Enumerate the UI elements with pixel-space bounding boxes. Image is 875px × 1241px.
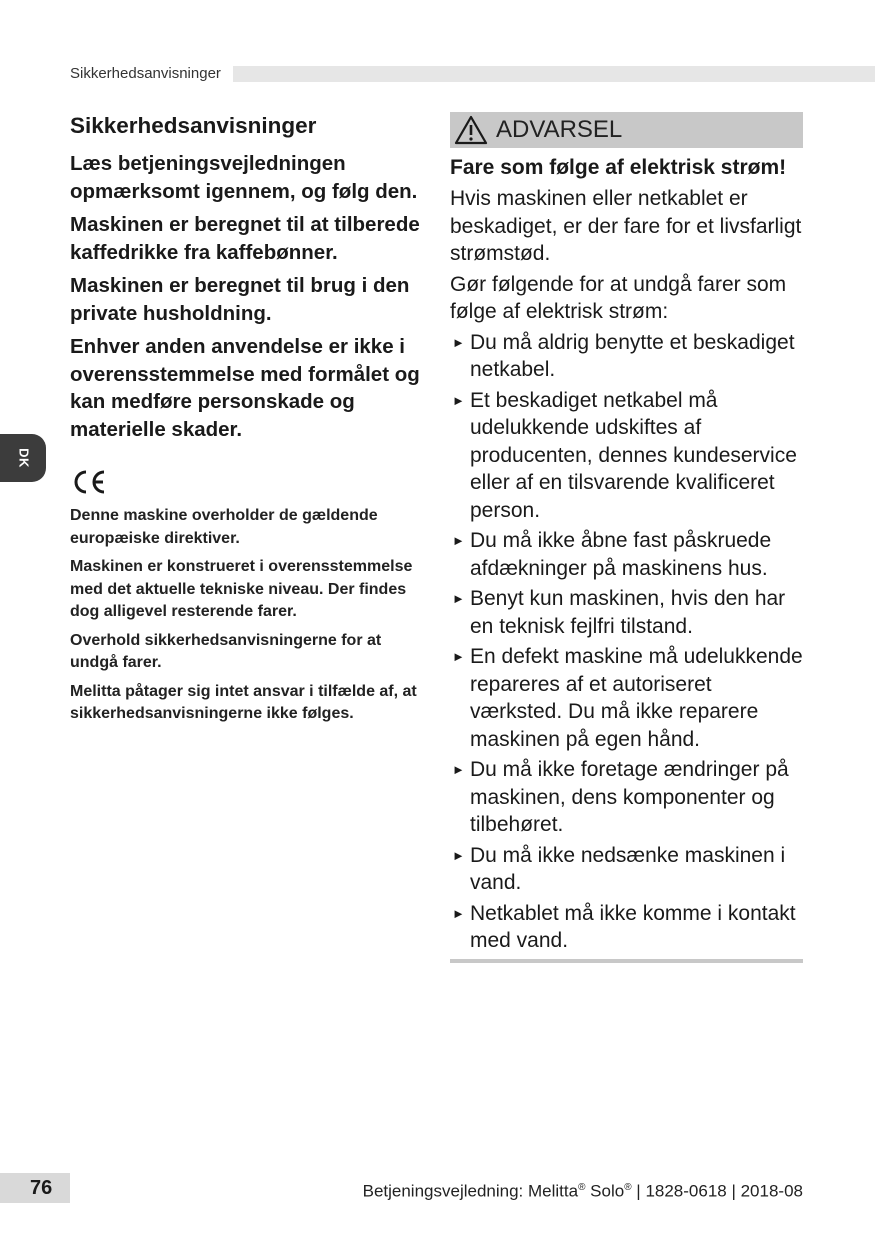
list-item: ► Du må ikke foretage ændringer på maskinen, dens komponenter og tilbehøret.: [452, 758, 789, 836]
bullet-arrow-icon: ►: [452, 905, 465, 921]
bullet-arrow-icon: ►: [452, 847, 465, 863]
ce-mark-icon: [70, 469, 108, 495]
warning-box: [450, 112, 803, 963]
list-item: ► Du må aldrig benytte et beskadiget netkabel.: [452, 330, 795, 381]
intro-paragraph-2: Maskinen er beregnet til at tilberede kaffedrikke fra kaffebønner.: [70, 213, 420, 264]
intro-paragraph-1: Læs betjeningsvejledningen opmærksomt igennem, og følg den.: [70, 152, 418, 203]
warning-subtitle: Fare som følge af elektrisk strøm!: [450, 156, 787, 179]
list-item: ► Benyt kun maskinen, hvis den har en teknisk fejlfri tilstand.: [452, 587, 786, 638]
warning-bullet-list: [450, 329, 803, 955]
warning-title: ADVARSEL: [496, 116, 623, 143]
intro-paragraph-3: Maskinen er beregnet til brug i den private husholdning.: [70, 274, 410, 325]
list-item: ► En defekt maskine må udelukkende repareres af et autoriseret værksted. Du må ikke reparere maskinen på egen hånd.: [452, 645, 803, 751]
warning-triangle-icon: [454, 115, 488, 145]
header-section-title: Sikkerhedsanvisninger: [0, 66, 233, 82]
warning-instruction: Gør følgende for at undgå farer som følge af elektrisk strøm:: [450, 272, 787, 323]
bullet-arrow-icon: ►: [452, 334, 465, 350]
list-item: ► Netkablet må ikke komme i kontakt med vand.: [452, 901, 796, 952]
warning-header: [450, 112, 803, 148]
warning-intro: Hvis maskinen eller netkablet er beskadiget, er der fare for et livsfarligt strømstød.: [450, 187, 802, 265]
compliance-paragraph-4: Melitta påtager sig intet ansvar i tilfælde af, at sikkerhedsanvisningerne ikke følges.: [70, 682, 417, 722]
footer-document-info: Betjeningsvejledning: Melitta® Solo® | 1828-0618 | 2018-08: [362, 1181, 803, 1201]
bullet-arrow-icon: ►: [452, 649, 465, 664]
list-item: ► Du må ikke nedsænke maskinen i vand.: [452, 843, 786, 894]
warning-bottom-rule: [450, 959, 803, 963]
bullet-arrow-icon: ►: [452, 762, 465, 777]
list-item: ► Et beskadiget netkabel må udelukkende udskiftes af producenten, dennes kundeservice eller af en tilsvarende kvalificeret person.: [452, 388, 797, 522]
compliance-paragraph-2: Maskinen er konstrueret i overensstemmelse med det aktuelle tekniske niveau. Der findes dog alligevel resterende farer.: [70, 558, 413, 620]
bullet-arrow-icon: ►: [452, 392, 465, 408]
section-title: Sikkerhedsanvisninger: [70, 113, 317, 138]
compliance-paragraph-3: Overhold sikkerhedsanvisningerne for at undgå farer.: [70, 631, 382, 671]
intro-paragraph-4: Enhver anden anvendelse er ikke i overensstemmelse med formålet og kan medføre personskade og materielle skader.: [70, 335, 420, 441]
language-tab-label: DK: [16, 448, 32, 468]
left-column: [70, 112, 420, 732]
header-bar: [0, 66, 875, 82]
language-tab: [0, 434, 46, 482]
page-number: 76: [0, 1173, 70, 1203]
compliance-paragraph-1: Denne maskine overholder de gældende europæiske direktiver.: [70, 507, 378, 547]
bullet-arrow-icon: ►: [452, 591, 465, 606]
list-item: ► Du må ikke åbne fast påskruede afdækninger på maskinens hus.: [452, 529, 772, 580]
bullet-arrow-icon: ►: [452, 533, 465, 548]
